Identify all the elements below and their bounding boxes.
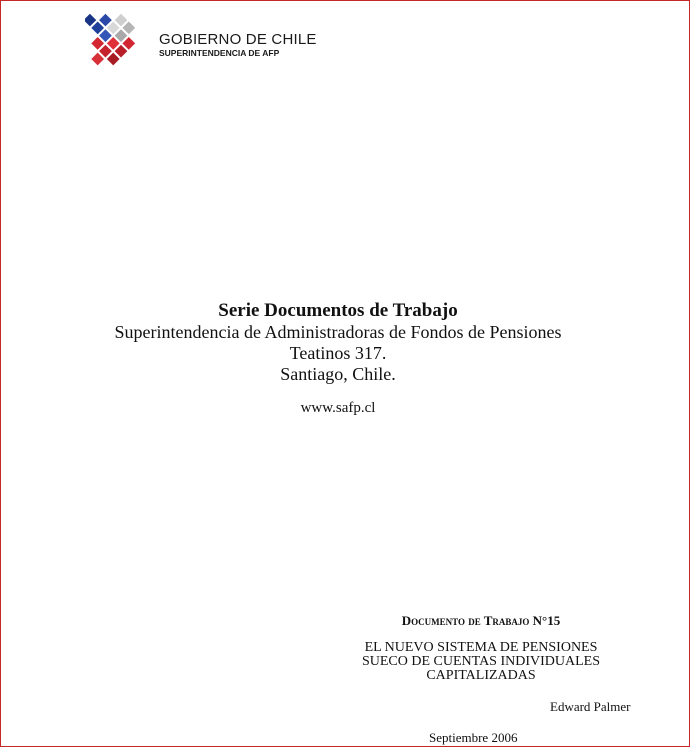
publication-date: Septiembre 2006	[429, 730, 518, 745]
header-block	[1, 300, 675, 417]
series-title: Serie Documentos de Trabajo	[218, 300, 458, 321]
document-number: Documento de Trabajo N°15	[401, 613, 561, 628]
gobierno-de-chile-logo	[85, 9, 315, 85]
cube-mosaic-icon	[85, 9, 157, 83]
document-title	[346, 641, 616, 683]
logo-title: GOBIERNO DE CHILE	[159, 31, 317, 48]
author-name: Edward Palmer	[550, 699, 631, 714]
city-line: Santiago, Chile.	[280, 364, 396, 384]
address-line: Teatinos 317.	[289, 343, 387, 363]
document-info-block	[346, 613, 616, 683]
document-title-line: CAPITALIZADAS	[426, 668, 536, 683]
logo-subtitle: SUPERINTENDENCIA DE AFP	[159, 48, 280, 58]
document-title-line: SUECO DE CUENTAS INDIVIDUALES	[361, 654, 601, 669]
institution-name: Superintendencia de Administradoras de Fondos de Pensiones	[114, 322, 562, 342]
document-title-line: EL NUEVO SISTEMA DE PENSIONES	[364, 640, 598, 655]
website-link[interactable]: www.safp.cl	[300, 400, 376, 416]
